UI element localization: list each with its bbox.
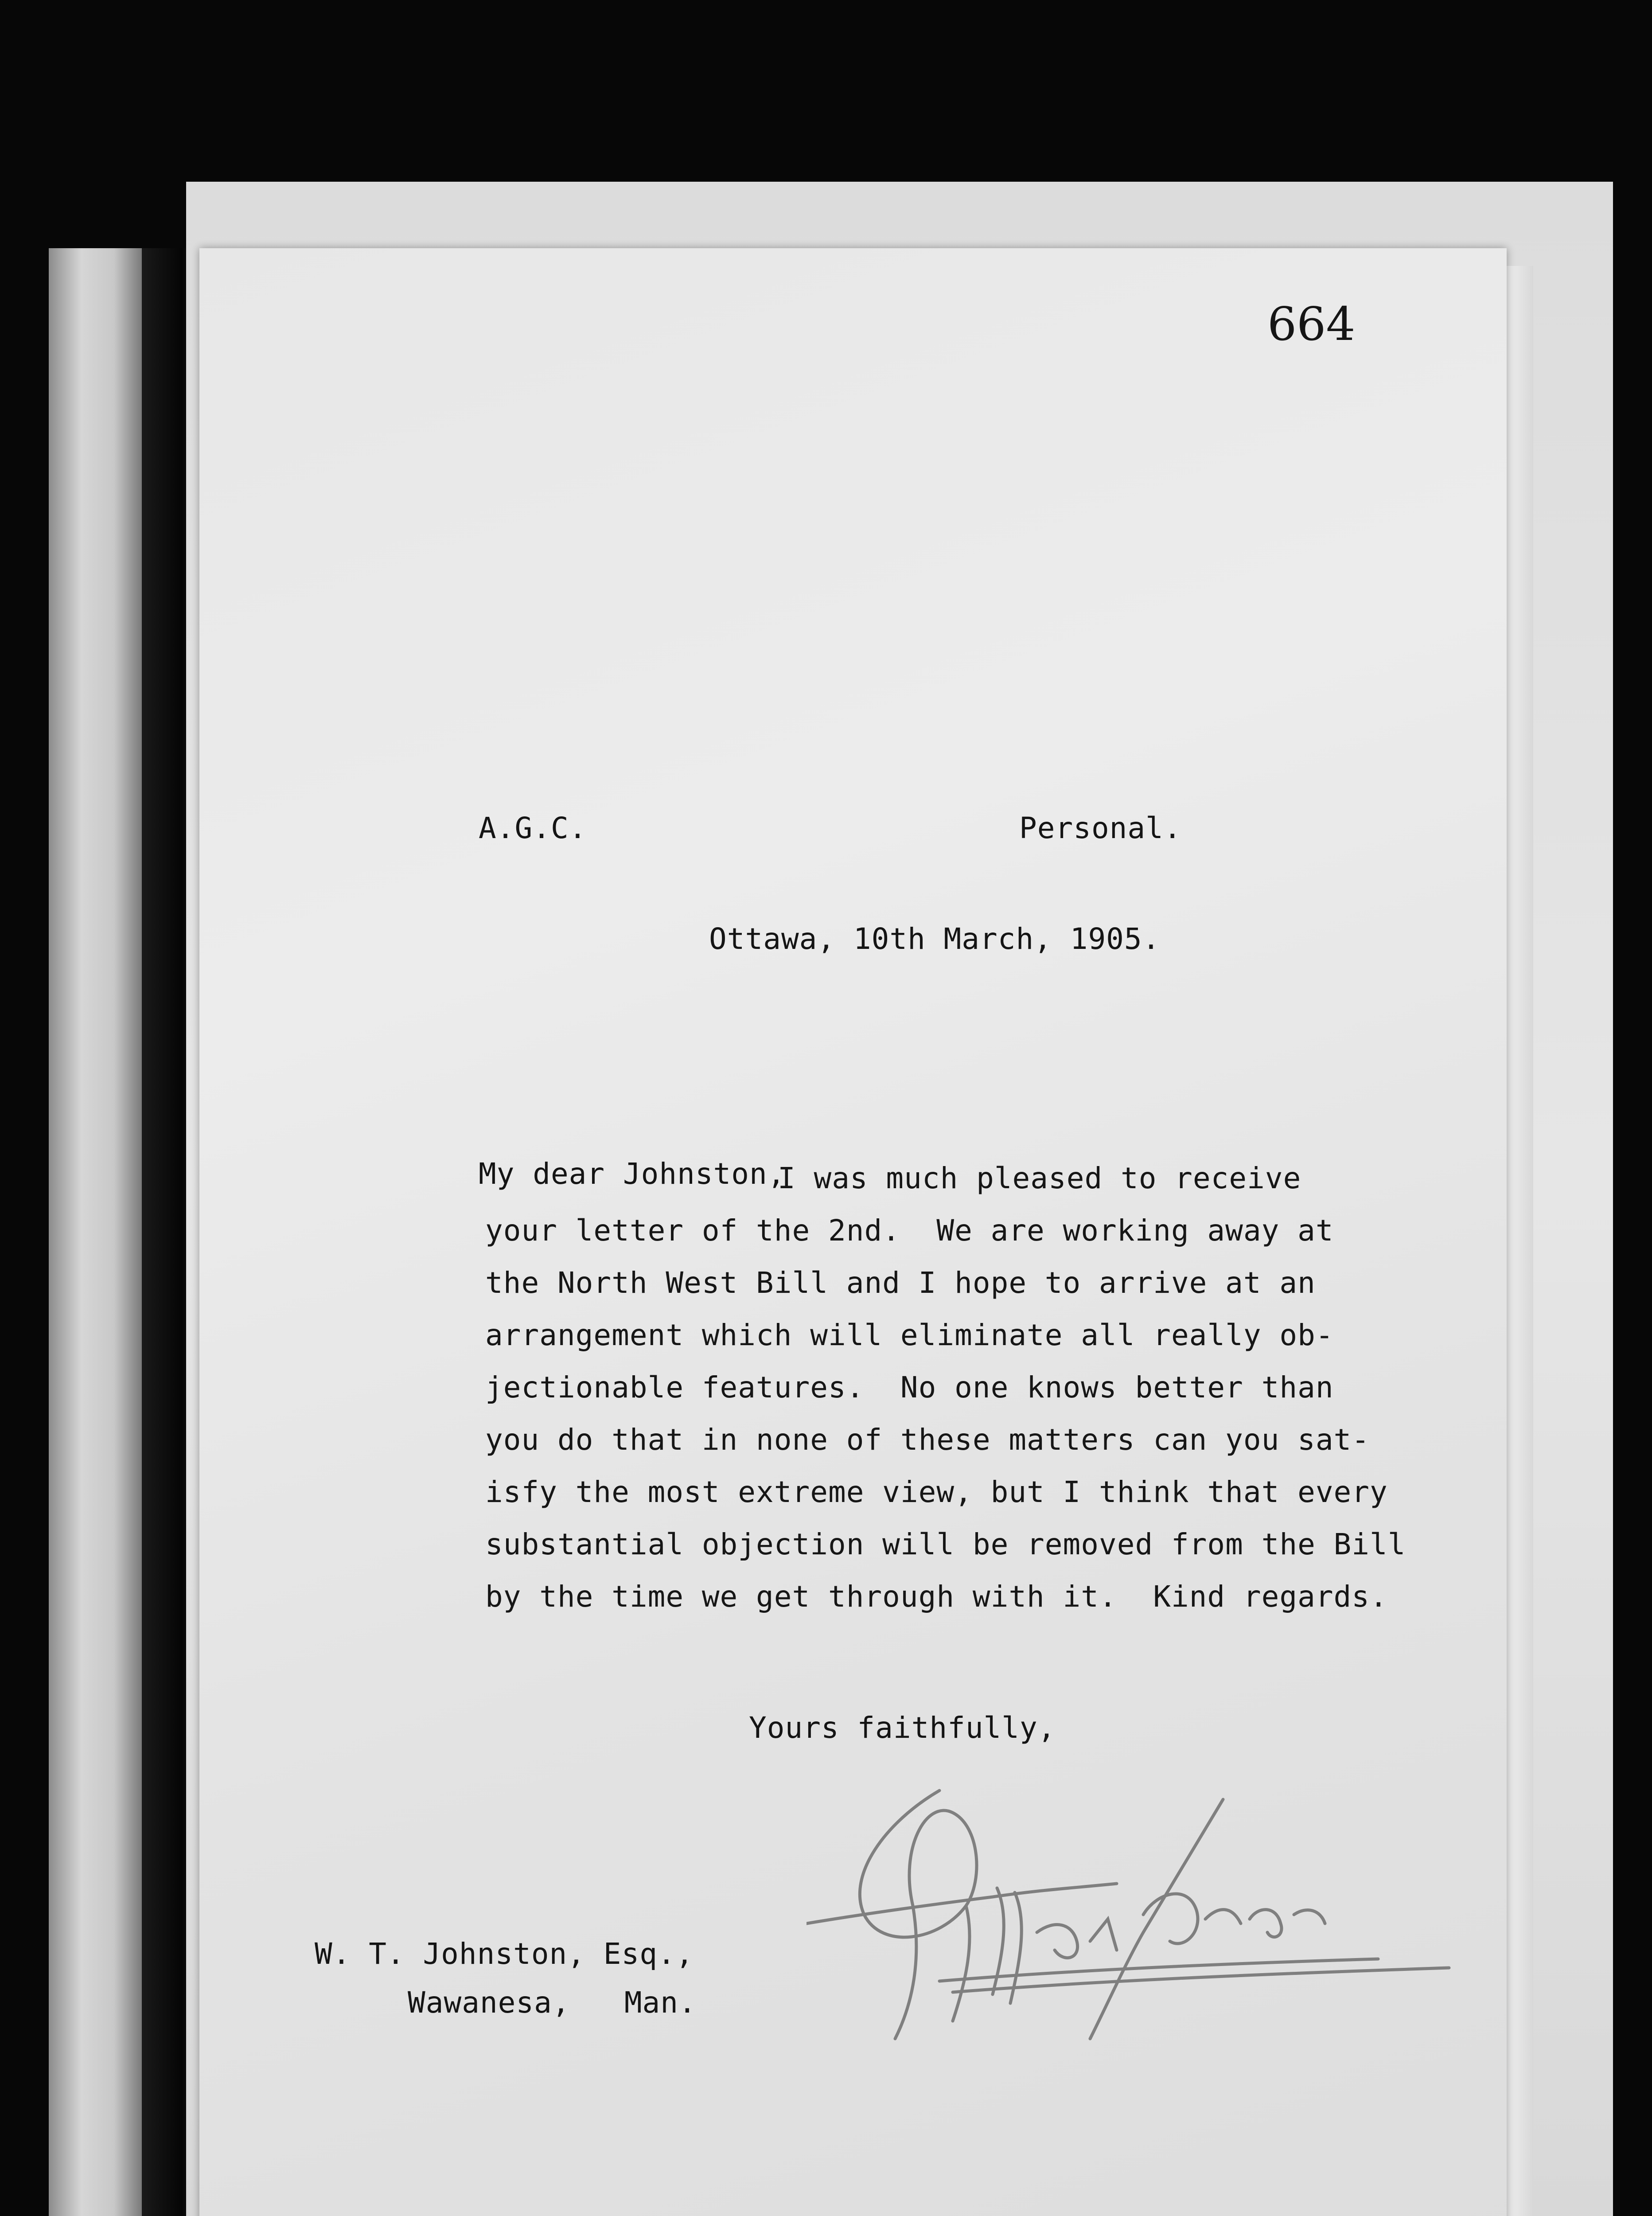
- body-line: by the time we get through with it. Kind regards.: [485, 1580, 1388, 1614]
- salutation: My dear Johnston,: [479, 1157, 786, 1191]
- handwritten-signature: [807, 1773, 1462, 2074]
- addressee-location: Wawanesa, Man.: [408, 1986, 697, 2020]
- body-line: substantial objection will be removed from the Bill: [485, 1527, 1406, 1561]
- header-code: A.G.C.: [479, 811, 587, 845]
- dateline: Ottawa, 10th March, 1905.: [709, 922, 1161, 956]
- folio-number: 664: [1267, 297, 1356, 351]
- personal-marking: Personal.: [1019, 811, 1182, 845]
- body-line: arrangement which will eliminate all really ob-: [485, 1318, 1334, 1352]
- letter-body: [485, 1152, 1482, 1623]
- left-folded-page: [49, 248, 142, 2216]
- body-line: jectionable features. No one knows better than: [485, 1370, 1334, 1405]
- closing: Yours faithfully,: [749, 1711, 1056, 1745]
- body-line: I was much pleased to receive: [778, 1161, 1301, 1195]
- body-line: isfy the most extreme view, but I think that every: [485, 1475, 1388, 1509]
- body-line: your letter of the 2nd. We are working away at: [485, 1213, 1334, 1248]
- addressee-name: W. T. Johnston, Esq.,: [315, 1937, 694, 1971]
- body-line: the North West Bill and I hope to arrive at an: [485, 1266, 1316, 1300]
- body-line: you do that in none of these matters can you sat-: [485, 1423, 1370, 1457]
